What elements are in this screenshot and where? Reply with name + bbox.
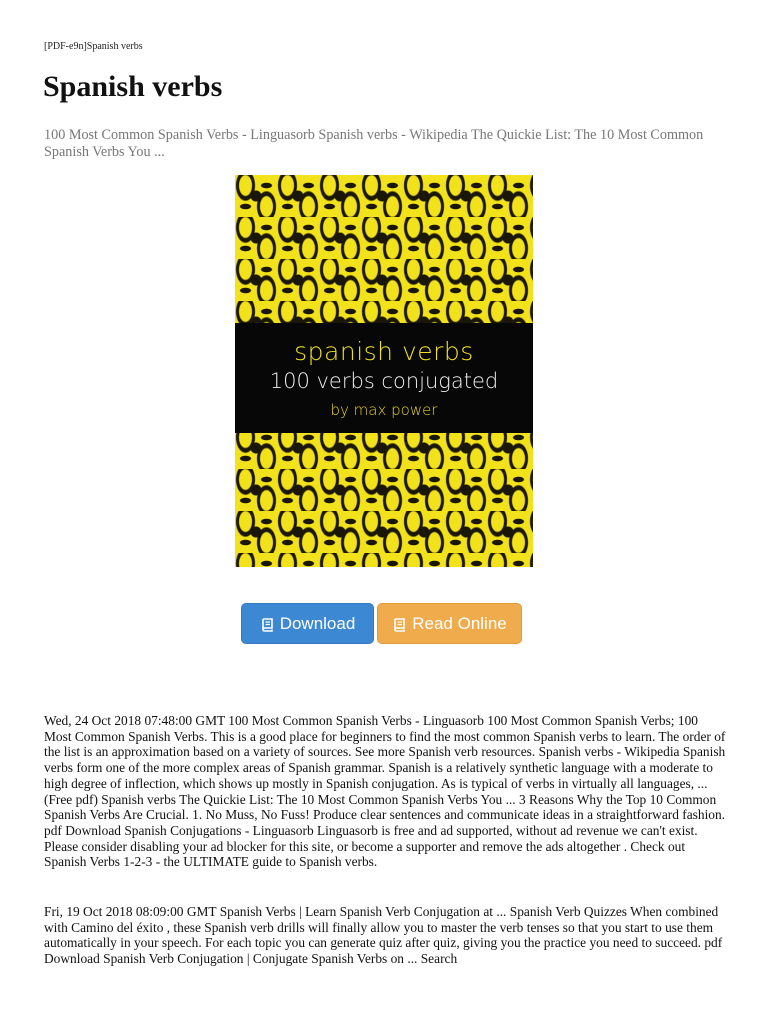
body-paragraph-2: Fri, 19 Oct 2018 08:09:00 GMT Spanish Verbs | Learn Spanish Verb Conjugation at ... Spanish Verb Quizzes When combined with Camino del éxito , these Spanish verb drills will finally allow you to master the verb tenses so that you start to use them automatically in your speech. For each topic you can generate quiz after quiz, giving you the practice you need to succeed. pdf Download Spanish Verb Conjugation | Conjugate Spanish Verbs on ... Search [44,904,723,967]
book-cover-author: by max power [330,401,438,419]
download-button[interactable] [241,603,374,644]
body-paragraph-1: Wed, 24 Oct 2018 07:48:00 GMT 100 Most Common Spanish Verbs - Linguasorb 100 Most Common Spanish Verbs; 100 Most Common Spanish Verbs. This is a good place for beginners to find the most common Spanish verbs to learn. The order of the list is an approximation based on a variety of sources. See more Spanish verb resources. Spanish verbs - Wikipedia Spanish verbs form one of the more complex areas of Spanish grammar. Spanish is a relatively synthetic language with a moderate to high degree of inflection, which shows up mostly in Spanish conjugation. As is typical of verbs in virtually all languages, ... (Free pdf) Spanish verbs The Quickie List: The 10 Most Common Spanish Verbs You ... 3 Reasons Why the Top 10 Common Spanish Verbs Are Crucial. 1. No Muss, No Fuss! Produce clear sentences and communicate ideas in a straightforward fashion. pdf Download Spanish Conjugations - Linguasorb Linguasorb is free and ad supported, without ad revenue we can't exist. Please consider disabling your ad blocker for this site, or become a supporter and remove the ads altogether . Check out Spanish Verbs 1-2-3 - the ULTIMATE guide to Spanish verbs. [44,713,726,870]
book-cover-title: spanish verbs [294,337,474,366]
book-icon [392,617,406,631]
download-button-label: Download [279,613,356,633]
read-online-button-label: Read Online [412,613,507,633]
page-title: Spanish verbs [43,70,223,103]
book-cover-subtitle: 100 verbs conjugated [269,369,499,393]
document-header-label: [PDF-e9n]Spanish verbs [44,41,143,52]
page-subtitle: 100 Most Common Spanish Verbs - Linguasorb Spanish verbs - Wikipedia The Quickie List: The 10 Most Common Spanish Verbs You ... [44,127,704,160]
book-cover-image [235,175,533,567]
book-icon [260,617,274,631]
book-cover-title-band [235,323,533,433]
read-online-button[interactable] [377,603,522,644]
